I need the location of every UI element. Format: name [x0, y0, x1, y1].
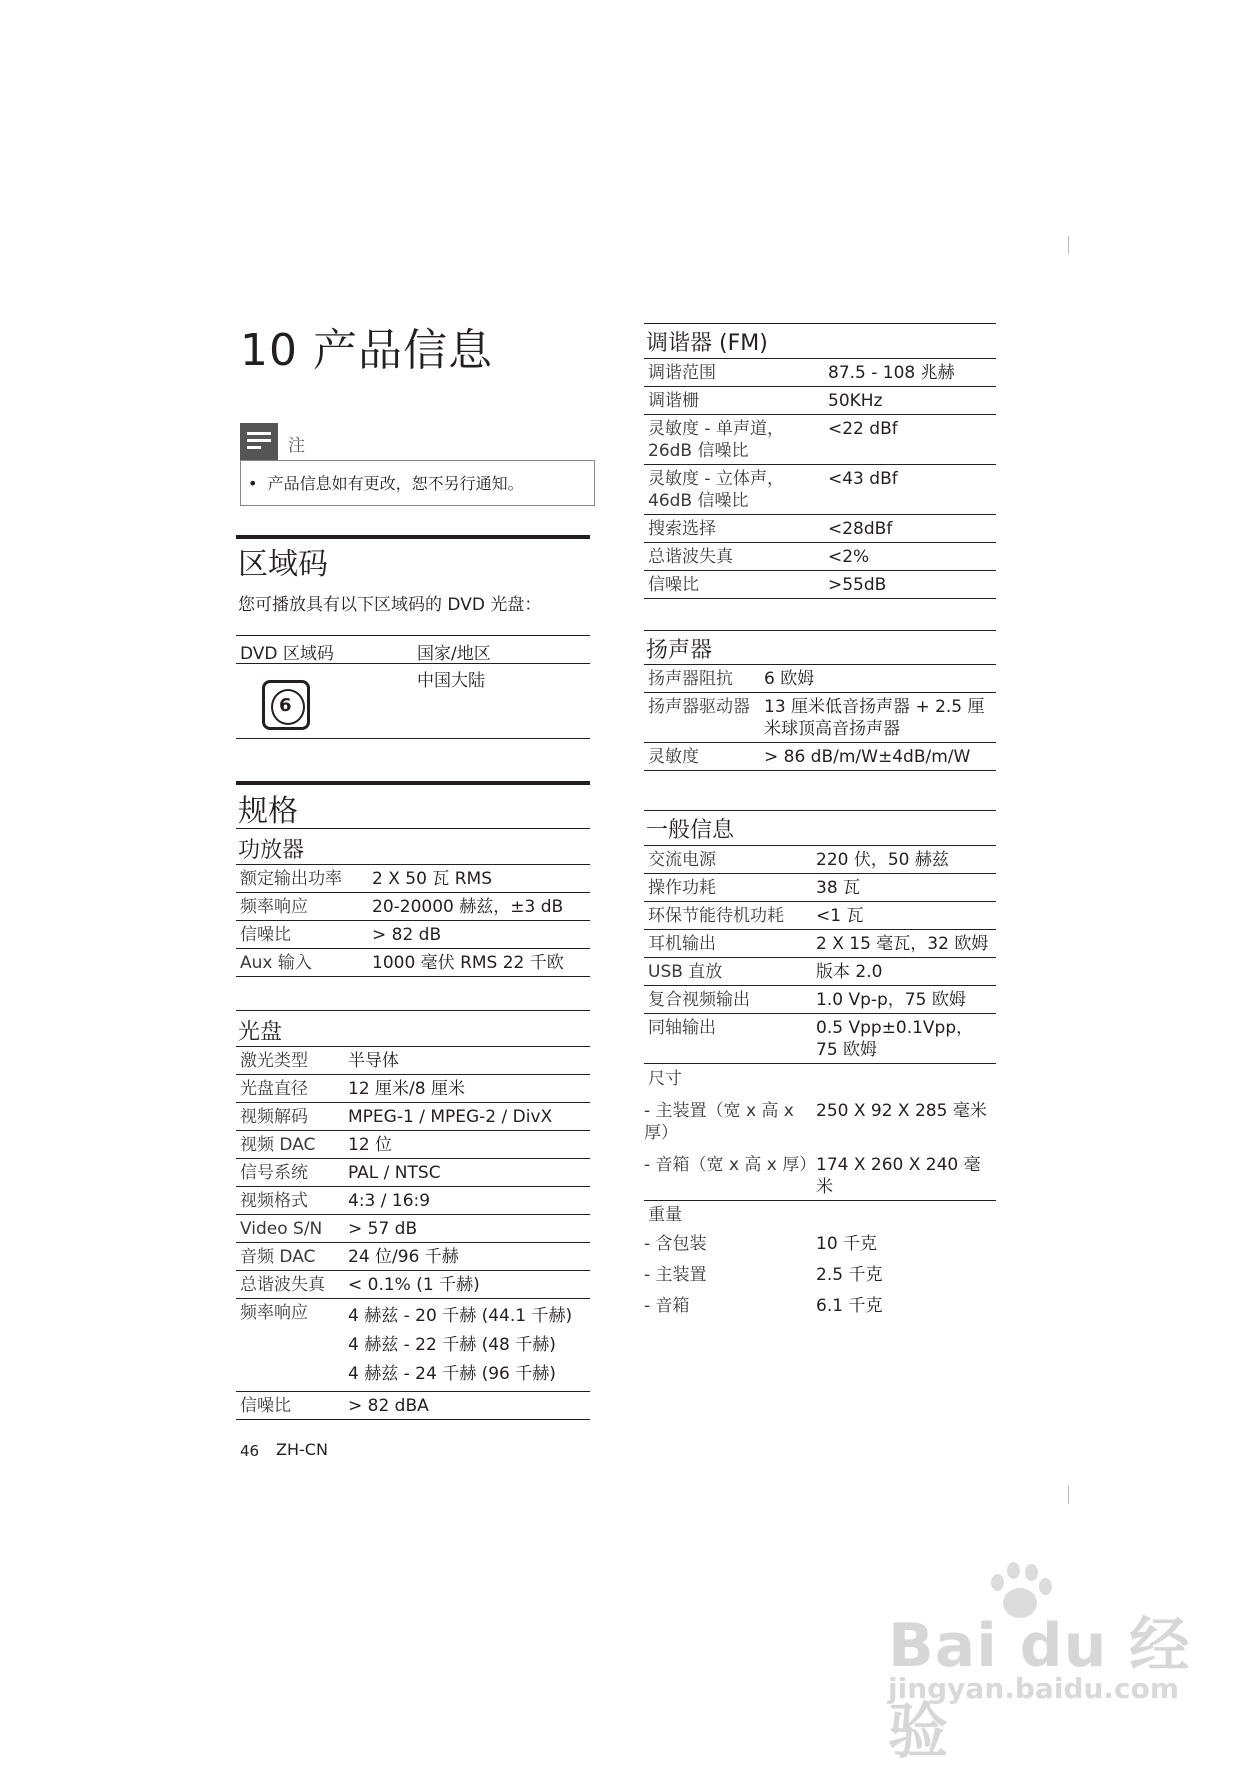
- amplifier-row-value: 2 X 50 瓦 RMS: [368, 865, 590, 893]
- tuner-row: [644, 415, 996, 465]
- region-heading: 区域码: [238, 547, 328, 582]
- dim-main-row: [644, 1092, 996, 1146]
- disc-row-key: 视频格式: [236, 1187, 344, 1215]
- speaker-row: [644, 693, 996, 743]
- dim-main-key: - 主装置（宽 x 高 x 厚）: [644, 1101, 794, 1143]
- weight-label: 重量: [648, 1205, 682, 1225]
- general-row-key: 交流电源: [644, 846, 812, 874]
- weight-row-value: 10 千克: [816, 1234, 878, 1254]
- speakers-table: [644, 664, 996, 771]
- weight-row-value: 6.1 千克: [816, 1296, 883, 1316]
- general-rule: [644, 810, 996, 811]
- general-row-key: 复合视频输出: [644, 986, 812, 1014]
- disc-row-key: 音频 DAC: [236, 1243, 344, 1271]
- amplifier-row-key: 信噪比: [236, 921, 368, 949]
- tuner-rule: [644, 323, 996, 324]
- weight-row: [644, 1290, 996, 1321]
- general-row-value: 版本 2.0: [812, 958, 996, 986]
- disc-row-key: 总谐波失真: [236, 1271, 344, 1299]
- disc-row-value: 4:3 / 16:9: [344, 1187, 590, 1215]
- dim-box-key: - 音箱（宽 x 高 x 厚）: [644, 1146, 812, 1201]
- disc-row: [236, 1159, 590, 1187]
- region-intro: 您可播放具有以下区域码的 DVD 光盘：: [238, 595, 542, 615]
- weight-row-key: - 主装置: [644, 1265, 707, 1285]
- amplifier-row-value: 20-20000 赫兹，±3 dB: [368, 893, 590, 921]
- disc-heading: 光盘: [238, 1020, 283, 1045]
- region-table-bottom: [236, 738, 590, 739]
- disc-rule: [236, 1010, 590, 1011]
- tuner-row-key: 调谐栅: [644, 387, 824, 415]
- general-row-value: 2 X 15 毫瓦，32 欧姆: [812, 930, 996, 958]
- general-table: [644, 845, 996, 1321]
- disc-row-key: 光盘直径: [236, 1075, 344, 1103]
- specs-sub-rule: [236, 828, 590, 829]
- amplifier-row: [236, 865, 590, 893]
- disc-snr-row: [236, 1392, 590, 1420]
- watermark-url: jingyan.baidu.com: [888, 1672, 1180, 1705]
- general-row: [644, 958, 996, 986]
- speaker-row-key: 扬声器阻抗: [644, 665, 760, 693]
- disc-row: [236, 1131, 590, 1159]
- disc-table: [236, 1046, 590, 1420]
- disc-row-value: PAL / NTSC: [344, 1159, 590, 1187]
- tuner-row-value: 50KHz: [824, 387, 996, 415]
- tuner-row-key: 搜索选择: [644, 515, 824, 543]
- tuner-row-value: >55dB: [824, 571, 996, 599]
- speaker-row-key: 灵敏度: [644, 743, 760, 771]
- tuner-row-key: 调谐范围: [644, 359, 824, 387]
- disc-row-key: 视频解码: [236, 1103, 344, 1131]
- general-row-key: USB 直放: [644, 958, 812, 986]
- page-number: 46: [240, 1442, 260, 1460]
- watermark-brand: Bai du 经验: [888, 1611, 1191, 1767]
- tuner-row: [644, 543, 996, 571]
- margin-mark-top: [1068, 236, 1069, 254]
- general-row-value: 38 瓦: [812, 874, 996, 902]
- tuner-row: [644, 359, 996, 387]
- speakers-rule: [644, 630, 996, 631]
- disc-row-value: 半导体: [344, 1047, 590, 1075]
- weight-row: [644, 1201, 996, 1229]
- speaker-row-value: > 86 dB/m/W±4dB/m/W: [760, 743, 996, 771]
- disc-row: [236, 1271, 590, 1299]
- amplifier-heading: 功放器: [238, 838, 305, 863]
- note-content: 产品信息如有更改，恕不另行通知。: [267, 474, 524, 493]
- weight-row-key: - 音箱: [644, 1296, 690, 1316]
- tuner-row: [644, 387, 996, 415]
- specs-rule: [236, 781, 590, 785]
- dimensions-label: 尺寸: [648, 1069, 682, 1089]
- tuner-row-key: 灵敏度 - 立体声，46dB 信噪比: [644, 465, 824, 515]
- note-label: 注: [288, 436, 305, 456]
- disc-row: [236, 1243, 590, 1271]
- tuner-row-value: <43 dBf: [824, 465, 996, 515]
- region-table-top: [236, 635, 590, 636]
- dim-main-value: 250 X 92 X 285 毫米: [816, 1101, 987, 1121]
- tuner-row-value: 87.5 - 108 兆赫: [824, 359, 996, 387]
- disc-row: [236, 1215, 590, 1243]
- speakers-heading: 扬声器: [646, 638, 713, 663]
- disc-row: [236, 1075, 590, 1103]
- note-text: [248, 471, 524, 494]
- disc-row-key: 视频 DAC: [236, 1131, 344, 1159]
- disc-row-value: > 57 dB: [344, 1215, 590, 1243]
- general-row-key: 环保节能待机功耗: [644, 902, 812, 930]
- disc-row-value: 24 位/96 千赫: [344, 1243, 590, 1271]
- note-bullet: •: [248, 474, 258, 493]
- region-table-header-rule: [236, 663, 590, 664]
- disc-freq-values: [344, 1299, 590, 1392]
- region-badge-number: 6: [279, 695, 292, 716]
- specs-heading: 规格: [238, 794, 298, 829]
- general-row-key: 耳机输出: [644, 930, 812, 958]
- dim-box-value: 174 X 260 X 240 毫米: [812, 1146, 996, 1201]
- region-6-badge: [262, 680, 310, 730]
- language-code: ZH-CN: [276, 1440, 328, 1459]
- speaker-row-value: 13 厘米低音扬声器 + 2.5 厘米球顶高音扬声器: [760, 693, 996, 743]
- tuner-row: [644, 465, 996, 515]
- amplifier-row-key: Aux 输入: [236, 949, 368, 977]
- weight-row: [644, 1228, 996, 1259]
- general-row: [644, 1014, 996, 1064]
- weight-row-key: - 含包装: [644, 1234, 707, 1254]
- speaker-row: [644, 665, 996, 693]
- disc-row-value: < 0.1% (1 千赫): [344, 1271, 590, 1299]
- tuner-row-value: <22 dBf: [824, 415, 996, 465]
- disc-row-value: 12 厘米/8 厘米: [344, 1075, 590, 1103]
- amplifier-row: [236, 949, 590, 977]
- tuner-row: [644, 515, 996, 543]
- chapter-title: 10 产品信息: [240, 325, 493, 376]
- general-row-value: <1 瓦: [812, 902, 996, 930]
- margin-mark-bottom: [1068, 1486, 1069, 1504]
- region-col1-header: DVD 区域码: [240, 644, 334, 664]
- region-col2-header: 国家/地区: [417, 644, 491, 664]
- general-row: [644, 846, 996, 874]
- tuner-row-value: <2%: [824, 543, 996, 571]
- weight-row-value: 2.5 千克: [816, 1265, 883, 1285]
- disc-freq-value: 4 赫兹 - 24 千赫 (96 千赫): [348, 1364, 556, 1384]
- tuner-row-key: 总谐波失真: [644, 543, 824, 571]
- amplifier-row-value: 1000 毫伏 RMS 22 千欧: [368, 949, 590, 977]
- note-icon: [240, 423, 278, 460]
- disc-row: [236, 1047, 590, 1075]
- disc-freq-value: 4 赫兹 - 20 千赫 (44.1 千赫): [348, 1306, 573, 1326]
- disc-row-key: 信号系统: [236, 1159, 344, 1187]
- tuner-row-key: 灵敏度 - 单声道，26dB 信噪比: [644, 415, 824, 465]
- speaker-row-value: 6 欧姆: [760, 665, 996, 693]
- disc-freq-row: [236, 1299, 590, 1392]
- speaker-row-key: 扬声器驱动器: [644, 693, 760, 743]
- dim-box-row: [644, 1146, 996, 1201]
- amplifier-row-key: 频率响应: [236, 893, 368, 921]
- region-country: 中国大陆: [417, 671, 485, 691]
- tuner-row-key: 信噪比: [644, 571, 824, 599]
- general-row-key: 同轴输出: [644, 1014, 812, 1064]
- amplifier-row: [236, 893, 590, 921]
- amplifier-table: [236, 864, 590, 977]
- disc-row-key: Video S/N: [236, 1215, 344, 1243]
- disc-snr-value: > 82 dBA: [344, 1392, 590, 1420]
- disc-row-key: 激光类型: [236, 1047, 344, 1075]
- general-row: [644, 986, 996, 1014]
- tuner-row-value: <28dBf: [824, 515, 996, 543]
- disc-row-value: 12 位: [344, 1131, 590, 1159]
- speaker-row: [644, 743, 996, 771]
- general-row-key: 操作功耗: [644, 874, 812, 902]
- general-row-value: 0.5 Vpp±0.1Vpp，75 欧姆: [812, 1014, 996, 1064]
- general-row-value: 220 伏，50 赫兹: [812, 846, 996, 874]
- disc-row-value: MPEG-1 / MPEG-2 / DivX: [344, 1103, 590, 1131]
- disc-snr-key: 信噪比: [236, 1392, 344, 1420]
- tuner-row: [644, 571, 996, 599]
- dimensions-row: [644, 1064, 996, 1093]
- tuner-table: [644, 358, 996, 599]
- weight-row: [644, 1259, 996, 1290]
- amplifier-row-key: 额定输出功率: [236, 865, 368, 893]
- general-row: [644, 902, 996, 930]
- general-row: [644, 930, 996, 958]
- tuner-heading: 调谐器 (FM): [646, 331, 768, 356]
- disc-freq-value: 4 赫兹 - 22 千赫 (48 千赫): [348, 1335, 556, 1355]
- disc-freq-key: 频率响应: [236, 1299, 344, 1392]
- disc-row: [236, 1103, 590, 1131]
- general-heading: 一般信息: [646, 818, 735, 843]
- general-row: [644, 874, 996, 902]
- general-row-value: 1.0 Vp-p，75 欧姆: [812, 986, 996, 1014]
- amplifier-row: [236, 921, 590, 949]
- amplifier-row-value: > 82 dB: [368, 921, 590, 949]
- disc-row: [236, 1187, 590, 1215]
